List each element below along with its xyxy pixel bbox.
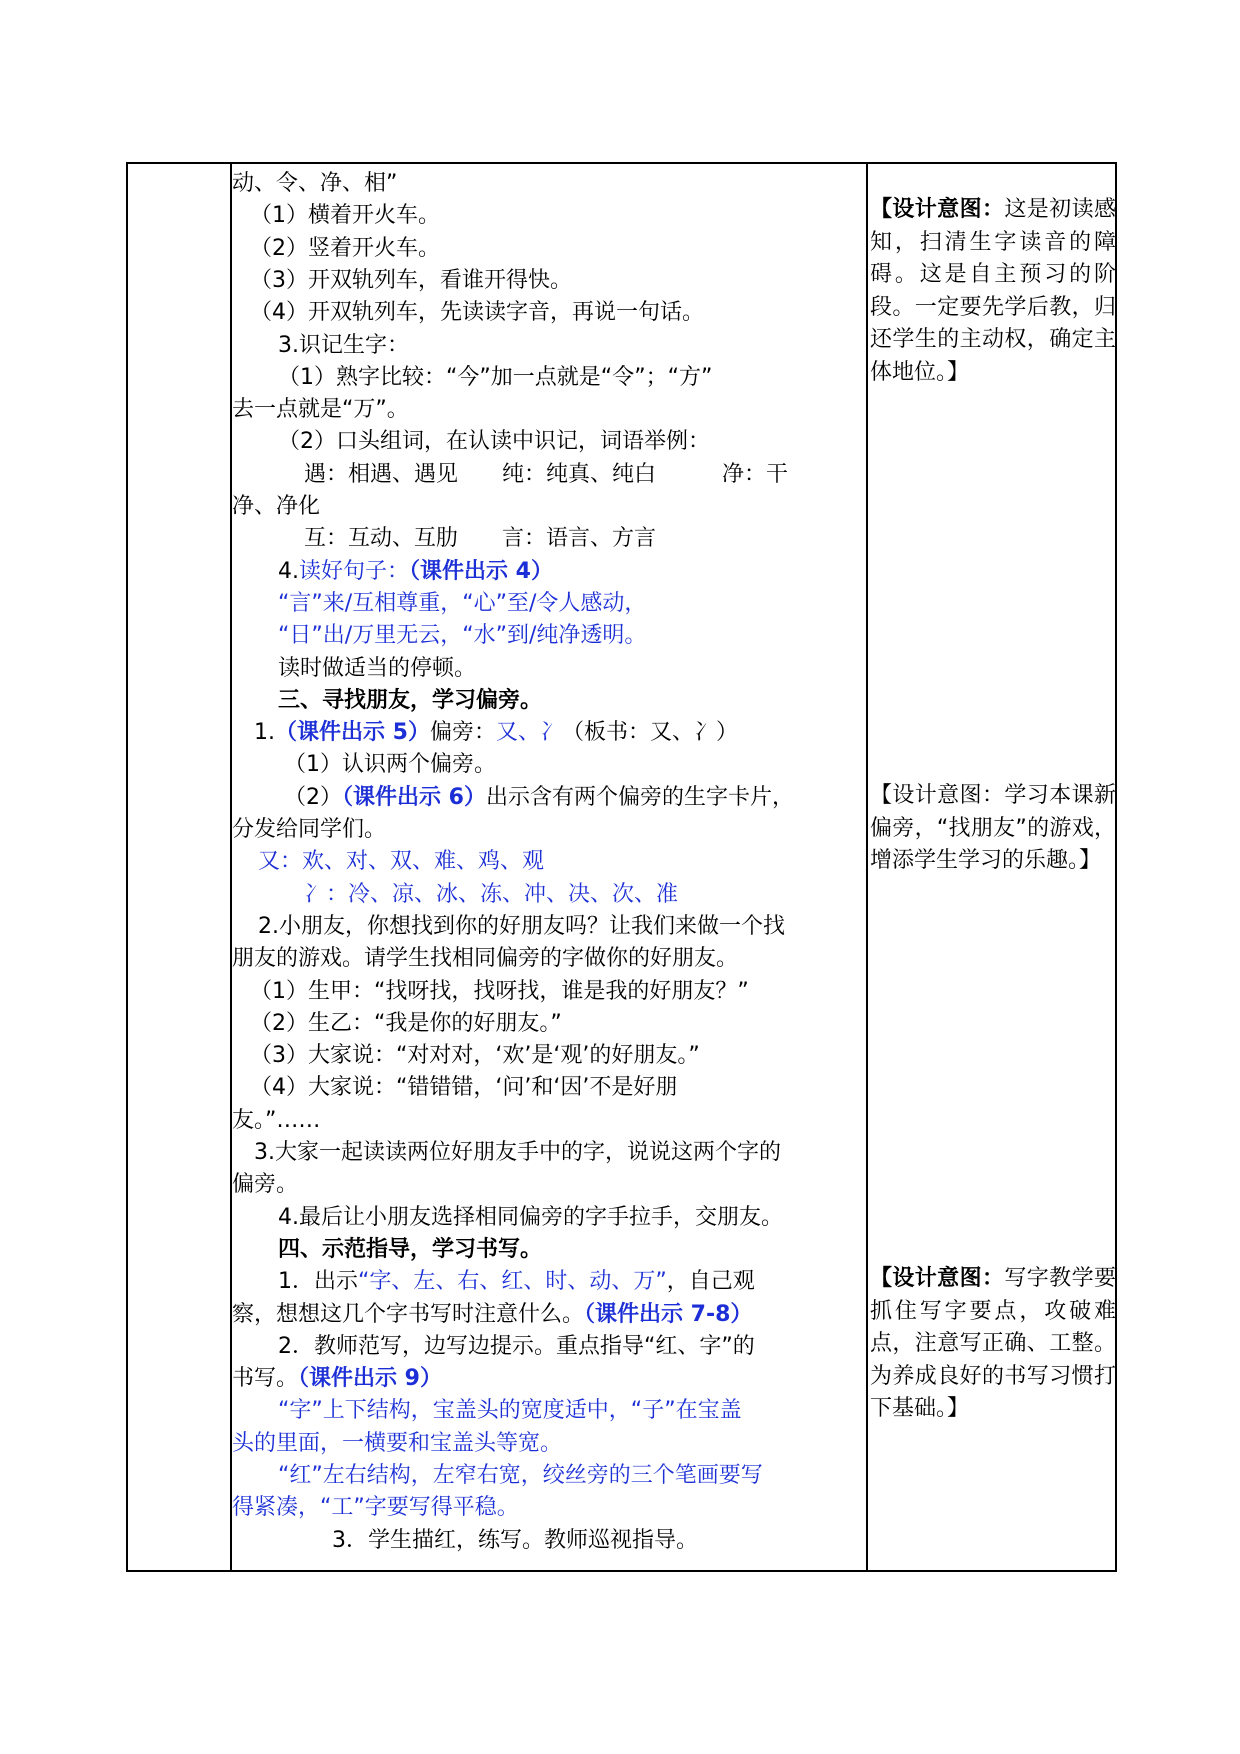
note-label: 【设计意图 [870, 197, 982, 222]
text-segment: （课件出示 6） [342, 784, 486, 810]
text-line [278, 556, 553, 588]
text-line [250, 297, 704, 329]
text-line [250, 1040, 700, 1072]
text-segment: （2）口头组词，在认读中识记，词语举例： [278, 429, 710, 455]
text-segment: “红”左右结构，左窄右宽，绞丝旁的三个笔画要写 [278, 1463, 763, 1488]
text-line [232, 1105, 320, 1137]
text-segment: 读好句子： [299, 558, 410, 584]
teaching-process-cell [232, 164, 866, 1570]
text-segment: 动、令、净、相” [232, 171, 398, 196]
text-segment: 偏旁： [429, 720, 496, 746]
text-line [278, 1234, 542, 1266]
text-line [232, 1492, 519, 1524]
text-segment: “字、左、右、红、时、动、万” [358, 1269, 667, 1295]
note-label: 【设计意图 [870, 783, 982, 808]
text-segment: 1．出示 [278, 1269, 358, 1295]
lesson-plan-table [126, 162, 1117, 1572]
text-segment: 又、冫 [495, 720, 562, 746]
text-segment: “日”出/万里无云，“水”到/纯净透明。 [278, 623, 647, 649]
text-segment: （课件出示 7-8） [584, 1301, 753, 1327]
text-segment: （1）横着开火车。 [250, 203, 440, 229]
text-segment: 友。”…… [232, 1107, 321, 1133]
text-line [278, 1266, 755, 1298]
text-line [304, 879, 678, 911]
text-segment: （1）熟字比较：“今”加一点就是“令”；“方” [278, 364, 713, 390]
text-line [232, 1169, 298, 1201]
text-line [278, 620, 646, 652]
text-segment: （课件出示 5） [275, 720, 430, 746]
text-line [304, 459, 788, 491]
text-line [278, 330, 409, 362]
text-segment: 察，想想这几个字书写时注意什么。 [232, 1301, 585, 1327]
design-intent-cell [868, 164, 1117, 1570]
text-segment: 2．教师范写，边写边提示。重点指导“红、字”的 [278, 1333, 755, 1359]
note-text: 写字教学要抓住写字要点，攻破难点，注意写正确、工整。为养成良好的书写习惯打下基础。】 [870, 1266, 1116, 1421]
text-segment: （2）竖着开火车。 [250, 235, 440, 261]
text-segment: 2.小朋友，你想找到你的好朋友吗？让我们来做一个找 [258, 913, 785, 939]
text-line [232, 814, 386, 846]
text-line [304, 523, 656, 555]
text-line [250, 265, 572, 297]
note-text: 这是初读感知，扫清生字读音的障碍。这是自主预习的阶段。一定要先学后教，归还学生的主动权，确定主体地位。】 [870, 197, 1116, 385]
text-line [254, 717, 738, 749]
text-segment: 去一点就是“万”。 [232, 397, 409, 423]
text-segment: 三、寻找朋友，学习偏旁。 [278, 687, 543, 713]
text-segment: 偏旁。 [232, 1172, 299, 1198]
text-line [232, 168, 397, 200]
text-segment: （课件出示 9） [298, 1366, 442, 1392]
text-segment: 1. [254, 720, 275, 746]
design-intent-note-1 [870, 194, 1116, 389]
text-line [232, 491, 320, 523]
design-intent-note-2 [870, 780, 1116, 878]
text-line [278, 1460, 763, 1492]
note-colon: ： [981, 783, 1005, 808]
text-segment: 朋友的游戏。请学生找相同偏旁的字做你的好朋友。 [232, 946, 739, 972]
text-line [250, 1072, 677, 1104]
text-segment: 3.大家一起读读两位好朋友手中的字，说说这两个字的 [254, 1140, 781, 1165]
text-segment: 遇：相遇、遇见 纯：纯真、纯白 净：干 [304, 461, 789, 487]
text-segment: “言”来/互相尊重，“心”至/令人感动， [278, 590, 647, 616]
text-line [232, 1363, 442, 1395]
text-segment: 出示含有两个偏旁的生字卡片， [485, 784, 794, 810]
text-line [284, 782, 794, 814]
note-text: 学习本课新偏旁，“找朋友”的游戏，增添学生学习的乐趣。】 [870, 783, 1116, 873]
design-intent-note-3 [870, 1263, 1116, 1426]
text-segment: ，自己观 [666, 1269, 755, 1295]
text-line [284, 749, 496, 781]
note-colon: ： [981, 197, 1005, 222]
note-label: 【设计意图 [870, 1266, 982, 1291]
text-line [278, 362, 712, 394]
text-segment: 得紧凑，“工”字要写得平稳。 [232, 1495, 519, 1521]
text-segment: （3）大家说：“对对对，‘欢’是‘观’的好朋友。” [250, 1043, 700, 1069]
text-segment: 书写。 [232, 1366, 299, 1392]
text-line [278, 588, 646, 620]
text-segment: 四、示范指导，学习书写。 [278, 1236, 543, 1262]
text-line [278, 685, 542, 717]
text-line [278, 1202, 783, 1234]
text-segment: “字”上下结构，宝盖头的宽度适中，“子”在宝盖 [278, 1398, 742, 1424]
note-colon: ： [981, 1266, 1005, 1291]
text-line [278, 1395, 742, 1427]
text-segment: 3.识记生字： [278, 332, 409, 358]
text-segment: （4）开双轨列车，先读读字音，再说一句话。 [250, 300, 704, 326]
text-segment: （2）生乙：“我是你的好朋友。” [250, 1010, 562, 1036]
text-segment: 头的里面，一横要和宝盖头等宽。 [232, 1430, 563, 1456]
text-segment: 读时做适当的停顿。 [278, 655, 477, 681]
text-line [250, 233, 440, 265]
text-line [258, 911, 785, 943]
text-line [278, 653, 476, 685]
text-line [250, 200, 440, 232]
text-segment: （3）开双轨列车，看谁开得快。 [250, 267, 572, 293]
text-segment: 净、净化 [232, 494, 321, 519]
text-segment: （1）生甲：“找呀找，找呀找，谁是我的好朋友？” [250, 978, 749, 1004]
text-segment: 3．学生描红，练写。教师巡视指导。 [332, 1527, 698, 1553]
text-line [232, 943, 738, 975]
text-line [254, 1137, 781, 1169]
text-segment: 互：互动、互肋 言：语言、方言 [304, 526, 657, 552]
text-line [232, 394, 409, 426]
text-line [278, 426, 710, 458]
text-line [232, 1299, 752, 1331]
left-column-cell [128, 164, 230, 1570]
text-line [232, 1428, 562, 1460]
text-line [250, 976, 749, 1008]
text-line [250, 1008, 562, 1040]
text-segment: 分发给同学们。 [232, 817, 387, 842]
text-segment: （板书：又、冫） [562, 720, 739, 746]
text-segment: （1）认识两个偏旁。 [284, 752, 496, 778]
text-segment: （2） [284, 784, 342, 810]
text-segment: （4）大家说：“错错错，‘问’和‘因’不是好朋 [250, 1075, 678, 1101]
text-line [258, 846, 544, 878]
text-line [278, 1331, 755, 1363]
text-segment: 4. [278, 558, 299, 584]
text-line [332, 1525, 698, 1557]
text-segment: 又：欢、对、双、难、鸡、观 [258, 849, 545, 875]
text-segment: 冫：冷、凉、冰、冻、冲、决、次、准 [304, 881, 679, 907]
text-segment: （课件出示 4） [409, 558, 553, 584]
text-segment: 4.最后让小朋友选择相同偏旁的字手拉手，交朋友。 [278, 1204, 783, 1230]
